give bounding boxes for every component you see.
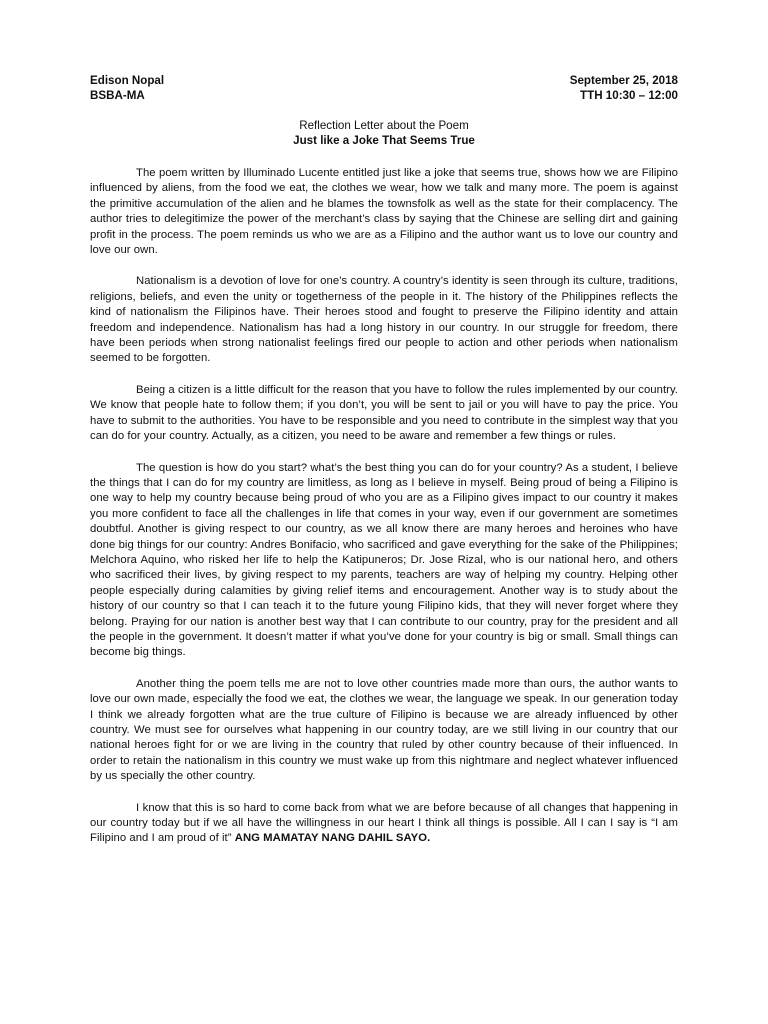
letter-date: September 25, 2018 [569,74,678,87]
letter-title: Reflection Letter about the Poem [299,119,469,132]
letter-header [90,73,678,103]
paragraph: The poem written by Illuminado Lucente entitled just like a joke that seems true, shows how we are Filipino influenced by aliens, from the food we eat, the clothes we wear, how we talk and many more. The poem is against the primitive accumulation of the alien and he blames the townsfolk as well as the state for their complacency. The author tries to delegitimize the power of the merchant’s class by saying that the Chinese are selling dirt and gaining profit in the process. The poem reminds us who we are as a Filipino and the author want us to love our country and love our own. [90,167,678,257]
paragraph: Being a citizen is a little difficult for the reason that you have to follow the rules implemented by our country. We know that people hate to follow them; if you don’t, you will be sent to jail or you will have to pay the price. You have to submit to the authorities. You have to be responsible and you need to contribute in the simplest way that you can do for your country. Actually, as a citizen, you need to be aware and remember a few things or rules. [90,383,678,443]
author-block [90,73,164,103]
poem-title: Just like a Joke That Seems True [293,134,475,147]
closing-text: I know that this is so hard to come back from what we are before because of all changes that happening in our country today but if we all have the willingness in our heart I think all things is possible. All I can I say is “I am Filipino and I am proud of it” [90,801,678,845]
date-block [570,73,678,103]
closing-paragraph [90,801,678,847]
title-block [90,118,678,148]
paragraph: The question is how do you start? what’s the best thing you can do for your country? As a student, I believe the things that I can do for my country are limitless, as long as I believe in myself. Being proud of being a Filipino is one way to help my country because being proud of who you are as a Filipino gives impact to our country it makes you more confident to face all the challenges in life that comes in your way, even if our government are sometimes doubtful. Another is giving respect to our country, as we all know there are many heroes and heroines who have done big things for our country: Andres Bonifacio, who sacrificed and gave everything for the sake of the Philippines; Melchora Aquino, who risked her life to help the Katipuneros; Dr. Jose Rizal, who is our national hero, and others who sacrificed their lives, by giving respect to my parents, teachers are way of helping my country. Helping other people especially during calamities by giving relief items and encouragement. Another way is to study about the history of our country so that I can teach it to the future young Filipino kids, that they will never forget where they belong. Praying for our nation is another best way that I can contribute to our country, pray for the president and all the people in the government. It doesn’t matter if what you’ve done for your country is big or small. Small things can become big things. [90,461,678,659]
paragraph: Another thing the poem tells me are not to love other countries made more than ours, the author wants to love our own made, especially the food we eat, the clothes we wear, the language we speak. In our generation today I think we already forgotten what are the true culture of Filipino is because we are already influenced by other country. We must see for ourselves what happening in our country today, are we still living in our country that our national heroes fight for or we are living in the country that ruled by other country because of their influenced. In order to retain the nationalism in this country we must wake up from this nightmare and neglect whatever influenced by us specially the other country. [90,677,678,783]
letter-body [90,166,678,847]
class-schedule: TTH 10:30 – 12:00 [580,89,678,102]
paragraph: Nationalism is a devotion of love for one’s country. A country’s identity is seen through its culture, traditions, religions, beliefs, and even the unity or togetherness of the people in it. The history of the Philippines reflects the kind of nationalism the Filipinos have. Their heroes stood and fought to preserve the Filipino identity and attain freedom and independence. Nationalism has had a long history in our country. In our struggle for freedom, there have been periods when strong nationalist feelings fired our people to action and other periods when nationalism seemed to be forgotten. [90,275,678,365]
author-name: Edison Nopal [90,74,165,87]
author-course: BSBA-MA [90,89,145,102]
closing-emphasis: ANG MAMATAY NANG DAHIL SAYO. [234,832,431,845]
